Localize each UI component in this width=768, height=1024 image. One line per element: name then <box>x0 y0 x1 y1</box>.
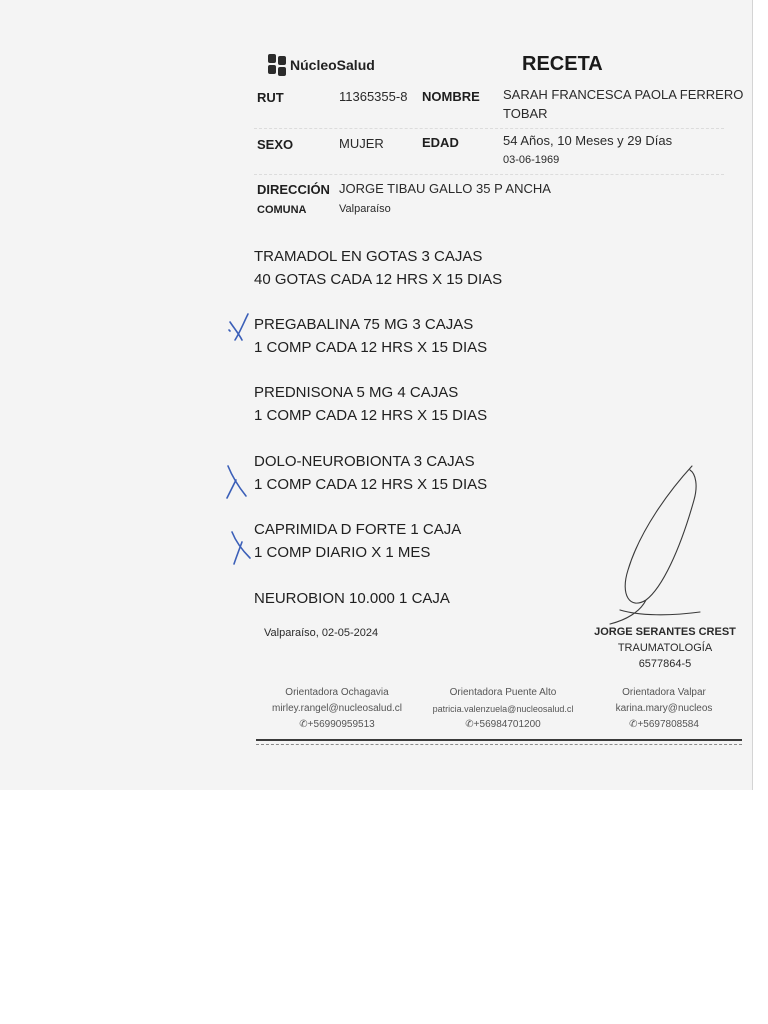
doctor-name: JORGE SERANTES CREST <box>594 626 736 638</box>
comuna-value: Valparaíso <box>339 203 391 215</box>
name-value-line1: SARAH FRANCESCA PAOLA FERRERO <box>503 87 744 102</box>
contact-title: Orientadora Valpar <box>622 687 706 698</box>
address-label: DIRECCIÓN <box>257 182 330 197</box>
place-date: Valparaíso, 02-05-2024 <box>264 627 379 639</box>
prescription-item <box>254 450 487 496</box>
whatsapp-icon: ✆ <box>299 719 308 730</box>
drug-dose: 1 COMP CADA 12 HRS X 15 DIAS <box>254 339 488 356</box>
contact-title: Orientadora Puente Alto <box>449 687 557 698</box>
drug-name: CAPRIMIDA D FORTE 1 CAJA <box>254 521 462 538</box>
doctor-signature <box>600 460 710 630</box>
footer-rule <box>256 744 742 745</box>
contact-email: mirley.rangel@nucleosalud.cl <box>271 703 403 714</box>
address-value: JORGE TIBAU GALLO 35 P ANCHA <box>339 181 551 196</box>
whatsapp-icon: ✆ <box>629 719 638 730</box>
name-label: NOMBRE <box>422 89 480 104</box>
prescription-item <box>254 587 450 610</box>
footer-contact <box>594 685 734 733</box>
contact-title: Orientadora Ochagavia <box>285 687 389 698</box>
nucleosalud-logo-icon <box>268 54 288 76</box>
drug-dose: 1 COMP CADA 12 HRS X 15 DIAS <box>254 476 488 493</box>
whatsapp-icon: ✆ <box>465 719 474 730</box>
footer-rule <box>256 739 742 741</box>
drug-name: TRAMADOL EN GOTAS 3 CAJAS <box>254 248 483 265</box>
contact-phone: +56984701200 <box>473 719 541 730</box>
sex-label: SEXO <box>257 137 294 152</box>
prescription-item <box>254 381 487 427</box>
doctor-block <box>590 624 740 672</box>
contact-phone: +5697808584 <box>637 719 699 730</box>
comuna-label: COMUNA <box>257 204 307 216</box>
brand-logo <box>268 54 375 76</box>
prescription-item <box>254 518 461 564</box>
prescription-item <box>254 245 502 291</box>
divider <box>254 174 724 175</box>
handwritten-x-mark <box>226 528 254 566</box>
document-title: RECETA <box>522 53 603 75</box>
drug-dose: 1 COMP DIARIO X 1 MES <box>254 544 431 561</box>
contact-phone: +56990959513 <box>307 719 375 730</box>
handwritten-x-mark <box>226 310 252 344</box>
drug-name: NEUROBION 10.000 1 CAJA <box>254 590 450 607</box>
contact-email: karina.mary@nucleos <box>615 703 713 714</box>
sex-value: MUJER <box>339 136 384 151</box>
name-value-line2: TOBAR <box>503 106 548 121</box>
age-value: 54 Años, 10 Meses y 29 Días <box>503 133 673 148</box>
drug-name: PREGABALINA 75 MG 3 CAJAS <box>254 316 474 333</box>
doctor-id: 6577864-5 <box>638 658 692 670</box>
contact-email: patricia.valenzuela@nucleosalud.cl <box>432 704 574 714</box>
drug-name: PREDNISONA 5 MG 4 CAJAS <box>254 384 459 401</box>
age-label: EDAD <box>422 135 459 150</box>
brand-name: NúcleoSalud <box>290 57 375 73</box>
drug-dose: 1 COMP CADA 12 HRS X 15 DIAS <box>254 407 488 424</box>
prescription-item <box>254 313 487 359</box>
drug-name: DOLO-NEUROBIONTA 3 CAJAS <box>254 453 475 470</box>
divider <box>254 128 724 129</box>
doctor-specialty: TRAUMATOLOGÍA <box>617 642 713 654</box>
rut-label: RUT <box>257 90 284 105</box>
footer-contact <box>252 685 422 733</box>
drug-dose: 40 GOTAS CADA 12 HRS X 15 DIAS <box>254 271 503 288</box>
rut-value: 11365355-8 <box>339 89 408 104</box>
footer-contact <box>418 685 588 733</box>
birthdate-value: 03-06-1969 <box>503 154 560 166</box>
handwritten-x-mark <box>222 464 250 500</box>
